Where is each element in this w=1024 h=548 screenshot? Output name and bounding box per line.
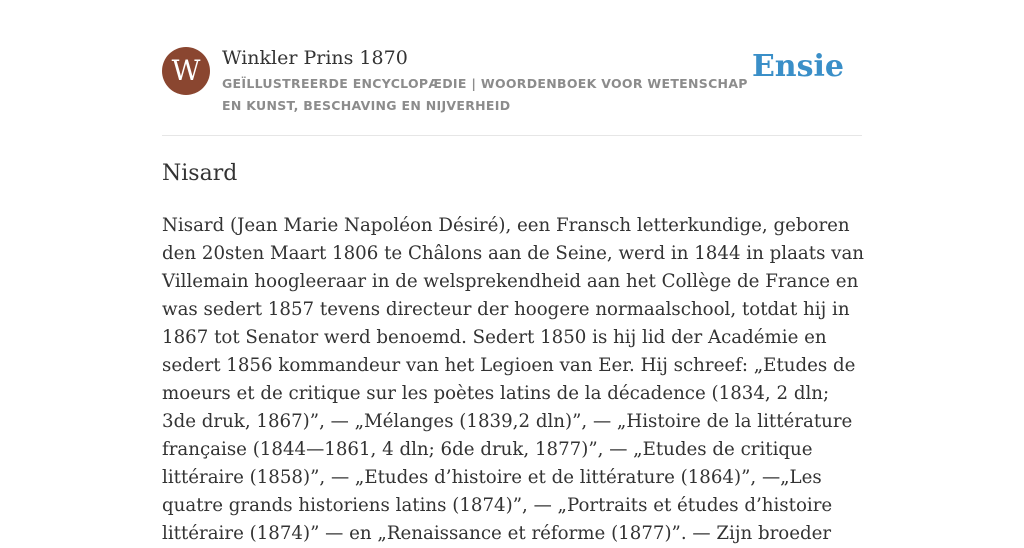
ensie-logo[interactable]: Ensie <box>751 49 844 84</box>
source-info <box>222 45 762 117</box>
source-header <box>162 45 862 136</box>
source-subtitle: GEÏLLUSTREERDE ENCYCLOPÆDIE | WOORDENBOEK VOOR WETENSCHAP EN KUNST, BESCHAVING EN NIJVERHEID <box>222 76 748 113</box>
source-avatar[interactable]: W <box>162 47 210 95</box>
source-title[interactable]: Winkler Prins 1870 <box>222 47 408 69</box>
entry-body: Nisard (Jean Marie Napoléon Désiré), een Fransch letterkundige, geboren den 20sten Maart 1806 te Châlons aan de Seine, werd in 1844 in plaats van Villemain hoogleeraar in de welsprekendheid aan het Collège de France en was sedert 1857 tevens directeur der hoogere normaalschool, totdat hij in 1867 tot Senator werd benoemd. Sedert 1850 is hij lid der Académie en sedert 1856 kommandeur van het Legioen van Eer. Hij schreef: „Etudes de moeurs et de critique sur les poètes latins de la décadence (1834, 2 dln; 3de druk, 1867)”, — „Mélanges (1839,2 dln)”, — „Histoire de la littérature française (1844—1861, 4 dln; 6de druk, 1877)”, — „Etudes de critique littéraire (1858)”, — „Etudes d’histoire et de littérature (1864)”, —„Les quatre grands historiens latins (1874)”, — „Portraits et études d’histoire littéraire (1874)” — en „Renaissance et réforme (1877)”. — Zijn broeder <box>162 215 865 544</box>
entry-title: Nisard <box>162 161 238 186</box>
